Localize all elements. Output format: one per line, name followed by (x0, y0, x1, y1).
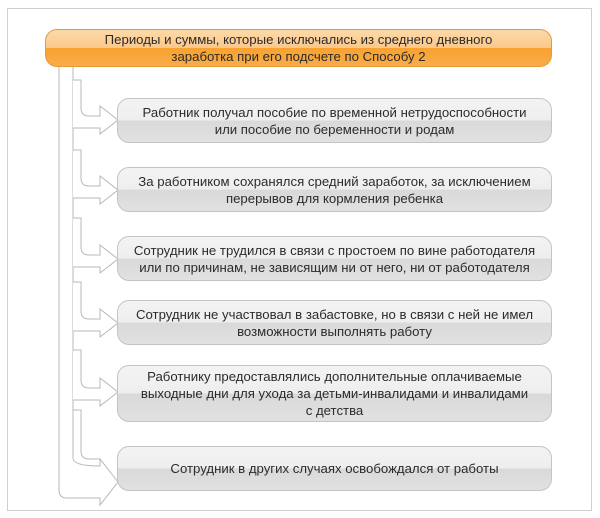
item-4-line-2: возможности выполнять работу (237, 323, 432, 339)
item-6-line-1: Сотрудник в других случаях освобождался от работы (170, 461, 499, 476)
item-3-line-1: Сотрудник не трудился в связи с простоем по вине работодателя (133, 242, 536, 258)
item-5-line-3: с детства (305, 403, 364, 418)
connector-arrow-1 (73, 80, 118, 134)
item-2-line-1: За работником сохранялся средний заработок, за исключением (138, 173, 531, 189)
item-box-5 (117, 365, 552, 422)
connector-branch-6 (73, 410, 100, 459)
item-box-4 (117, 300, 552, 345)
item-5-line-2: выходные дни для ухода за детьми-инвалидами и инвалидами (140, 386, 529, 401)
item-5-line-1: Работнику предоставлялись дополнительные оплачиваемые (147, 369, 522, 384)
item-1-line-2: или пособие по беременности и родам (214, 121, 455, 137)
header-line-1: Периоды и суммы, которые исключались из среднего дневного (104, 32, 493, 47)
item-1-line-1: Работник получал пособие по временной нетрудоспособности (142, 104, 527, 120)
diagram-header (45, 29, 552, 67)
header-line-2: заработка при его подсчете по Способу 2 (171, 49, 426, 64)
connector-arrow-4 (73, 282, 118, 337)
item-box-1 (117, 98, 552, 143)
connector-arrow-3 (73, 218, 118, 273)
item-3-line-2: или по причинам, не зависящим ни от него, ни от работодателя (139, 259, 530, 275)
item-box-6 (117, 446, 552, 491)
item-box-2 (117, 167, 552, 212)
connector-arrow-2 (73, 150, 118, 204)
connector-arrow-5 (73, 350, 118, 406)
item-2-line-2: перерывов для кормления ребенка (225, 190, 444, 206)
item-4-line-1: Сотрудник не участвовал в забастовке, но в связи с ней не имел (135, 306, 534, 322)
item-box-3 (117, 236, 552, 281)
